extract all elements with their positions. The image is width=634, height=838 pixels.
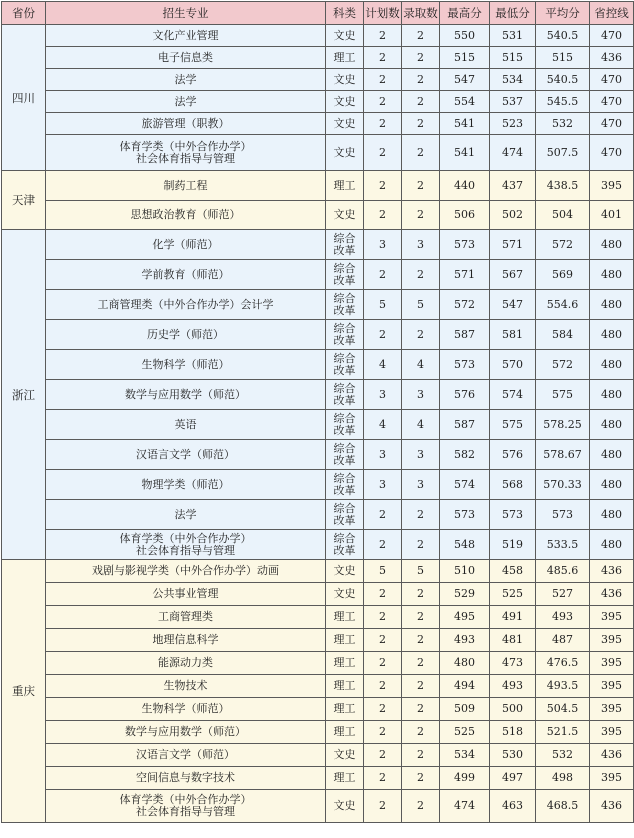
- avg-score-cell: 572: [536, 350, 590, 380]
- min-score-cell: 576: [490, 440, 536, 470]
- avg-score-cell: 532: [536, 113, 590, 135]
- control-line-cell: 395: [590, 606, 634, 629]
- max-score-cell: 506: [440, 201, 490, 230]
- category-cell: 文史: [326, 25, 364, 47]
- control-line-cell: 480: [590, 260, 634, 290]
- admitted-count-cell: 2: [402, 629, 440, 652]
- plan-count-cell: 3: [364, 380, 402, 410]
- category-cell: 文史: [326, 135, 364, 171]
- admitted-count-cell: 2: [402, 606, 440, 629]
- major-cell: 思想政治教育（师范）: [46, 201, 326, 230]
- province-cell: 天津: [2, 171, 46, 230]
- control-line-cell: 480: [590, 320, 634, 350]
- plan-count-cell: 2: [364, 47, 402, 69]
- avg-score-cell: 584: [536, 320, 590, 350]
- table-row: [2, 721, 634, 744]
- min-score-cell: 481: [490, 629, 536, 652]
- plan-count-cell: 2: [364, 629, 402, 652]
- major-cell: 生物技术: [46, 675, 326, 698]
- min-score-cell: 534: [490, 69, 536, 91]
- admitted-count-cell: 4: [402, 410, 440, 440]
- avg-score-cell: 493: [536, 606, 590, 629]
- avg-score-cell: 515: [536, 47, 590, 69]
- admitted-count-cell: 2: [402, 721, 440, 744]
- min-score-cell: 531: [490, 25, 536, 47]
- admitted-count-cell: 2: [402, 530, 440, 560]
- category-cell: 理工: [326, 47, 364, 69]
- admitted-count-cell: 5: [402, 290, 440, 320]
- major-cell: 空间信息与数字技术: [46, 767, 326, 790]
- control-line-cell: 480: [590, 500, 634, 530]
- table-row: [2, 91, 634, 113]
- major-cell: 汉语言文学（师范）: [46, 744, 326, 767]
- plan-count-cell: 2: [364, 135, 402, 171]
- control-line-cell: 480: [590, 350, 634, 380]
- plan-count-cell: 4: [364, 350, 402, 380]
- control-line-cell: 480: [590, 470, 634, 500]
- major-cell: 数学与应用数学（师范）: [46, 380, 326, 410]
- major-cell: 文化产业管理: [46, 25, 326, 47]
- control-line-cell: 480: [590, 290, 634, 320]
- max-score-cell: 499: [440, 767, 490, 790]
- category-cell: 综合 改革: [326, 440, 364, 470]
- table-row: [2, 380, 634, 410]
- max-score-cell: 541: [440, 113, 490, 135]
- avg-score-cell: 476.5: [536, 652, 590, 675]
- control-line-cell: 395: [590, 652, 634, 675]
- admitted-count-cell: 2: [402, 171, 440, 201]
- avg-score-cell: 532: [536, 744, 590, 767]
- table-row: [2, 290, 634, 320]
- category-cell: 理工: [326, 698, 364, 721]
- plan-count-cell: 2: [364, 201, 402, 230]
- min-score-cell: 574: [490, 380, 536, 410]
- header-row: [2, 2, 634, 25]
- min-score-cell: 530: [490, 744, 536, 767]
- table-row: [2, 560, 634, 583]
- admission-scores-table: [1, 1, 634, 823]
- table-row: [2, 744, 634, 767]
- plan-count-cell: 2: [364, 675, 402, 698]
- major-cell: 体育学类（中外合作办学） 社会体育指导与管理: [46, 790, 326, 823]
- admitted-count-cell: 2: [402, 201, 440, 230]
- admitted-count-cell: 3: [402, 440, 440, 470]
- min-score-cell: 473: [490, 652, 536, 675]
- control-line-cell: 480: [590, 230, 634, 260]
- max-score-cell: 493: [440, 629, 490, 652]
- category-cell: 理工: [326, 606, 364, 629]
- avg-score-cell: 487: [536, 629, 590, 652]
- table-row: [2, 675, 634, 698]
- category-cell: 综合 改革: [326, 500, 364, 530]
- major-cell: 历史学（师范）: [46, 320, 326, 350]
- avg-score-cell: 540.5: [536, 69, 590, 91]
- category-cell: 综合 改革: [326, 290, 364, 320]
- major-cell: 汉语言文学（师范）: [46, 440, 326, 470]
- table-row: [2, 171, 634, 201]
- table-row: [2, 47, 634, 69]
- plan-count-cell: 2: [364, 744, 402, 767]
- major-cell: 学前教育（师范）: [46, 260, 326, 290]
- min-score-cell: 567: [490, 260, 536, 290]
- category-cell: 文史: [326, 113, 364, 135]
- category-cell: 文史: [326, 790, 364, 823]
- header-major: 招生专业: [46, 2, 326, 25]
- category-cell: 理工: [326, 675, 364, 698]
- control-line-cell: 480: [590, 410, 634, 440]
- category-cell: 理工: [326, 767, 364, 790]
- control-line-cell: 470: [590, 69, 634, 91]
- avg-score-cell: 521.5: [536, 721, 590, 744]
- category-cell: 综合 改革: [326, 470, 364, 500]
- table-body: [2, 25, 634, 823]
- category-cell: 理工: [326, 171, 364, 201]
- control-line-cell: 470: [590, 113, 634, 135]
- category-cell: 综合 改革: [326, 350, 364, 380]
- category-cell: 综合 改革: [326, 320, 364, 350]
- max-score-cell: 574: [440, 470, 490, 500]
- plan-count-cell: 2: [364, 113, 402, 135]
- admitted-count-cell: 2: [402, 135, 440, 171]
- major-cell: 电子信息类: [46, 47, 326, 69]
- table-row: [2, 698, 634, 721]
- control-line-cell: 436: [590, 47, 634, 69]
- plan-count-cell: 2: [364, 583, 402, 606]
- header-admitted: 录取数: [402, 2, 440, 25]
- major-cell: 体育学类（中外合作办学） 社会体育指导与管理: [46, 135, 326, 171]
- plan-count-cell: 2: [364, 500, 402, 530]
- category-cell: 理工: [326, 629, 364, 652]
- major-cell: 体育学类（中外合作办学） 社会体育指导与管理: [46, 530, 326, 560]
- table-row: [2, 470, 634, 500]
- plan-count-cell: 2: [364, 698, 402, 721]
- max-score-cell: 582: [440, 440, 490, 470]
- control-line-cell: 395: [590, 767, 634, 790]
- admitted-count-cell: 2: [402, 790, 440, 823]
- table-row: [2, 652, 634, 675]
- plan-count-cell: 4: [364, 410, 402, 440]
- max-score-cell: 573: [440, 350, 490, 380]
- header-max-score: 最高分: [440, 2, 490, 25]
- avg-score-cell: 504: [536, 201, 590, 230]
- avg-score-cell: 533.5: [536, 530, 590, 560]
- table-row: [2, 69, 634, 91]
- category-cell: 综合 改革: [326, 530, 364, 560]
- major-cell: 工商管理类: [46, 606, 326, 629]
- min-score-cell: 570: [490, 350, 536, 380]
- avg-score-cell: 540.5: [536, 25, 590, 47]
- major-cell: 物理学类（师范）: [46, 470, 326, 500]
- table-row: [2, 767, 634, 790]
- max-score-cell: 573: [440, 500, 490, 530]
- table-row: [2, 410, 634, 440]
- plan-count-cell: 2: [364, 652, 402, 675]
- header-min-score: 最低分: [490, 2, 536, 25]
- major-cell: 旅游管理（职教）: [46, 113, 326, 135]
- plan-count-cell: 2: [364, 91, 402, 113]
- max-score-cell: 571: [440, 260, 490, 290]
- avg-score-cell: 498: [536, 767, 590, 790]
- header-plan: 计划数: [364, 2, 402, 25]
- max-score-cell: 529: [440, 583, 490, 606]
- max-score-cell: 554: [440, 91, 490, 113]
- max-score-cell: 576: [440, 380, 490, 410]
- table-row: [2, 606, 634, 629]
- avg-score-cell: 468.5: [536, 790, 590, 823]
- table-row: [2, 350, 634, 380]
- avg-score-cell: 527: [536, 583, 590, 606]
- table-row: [2, 500, 634, 530]
- avg-score-cell: 554.6: [536, 290, 590, 320]
- min-score-cell: 571: [490, 230, 536, 260]
- min-score-cell: 519: [490, 530, 536, 560]
- admitted-count-cell: 2: [402, 744, 440, 767]
- category-cell: 文史: [326, 583, 364, 606]
- admitted-count-cell: 4: [402, 350, 440, 380]
- plan-count-cell: 5: [364, 290, 402, 320]
- table-row: [2, 25, 634, 47]
- admitted-count-cell: 2: [402, 69, 440, 91]
- plan-count-cell: 3: [364, 470, 402, 500]
- plan-count-cell: 3: [364, 440, 402, 470]
- category-cell: 综合 改革: [326, 380, 364, 410]
- min-score-cell: 547: [490, 290, 536, 320]
- table-row: [2, 320, 634, 350]
- plan-count-cell: 2: [364, 25, 402, 47]
- admitted-count-cell: 3: [402, 230, 440, 260]
- control-line-cell: 480: [590, 380, 634, 410]
- max-score-cell: 587: [440, 320, 490, 350]
- major-cell: 公共事业管理: [46, 583, 326, 606]
- major-cell: 法学: [46, 69, 326, 91]
- header-avg-score: 平均分: [536, 2, 590, 25]
- min-score-cell: 493: [490, 675, 536, 698]
- table-row: [2, 440, 634, 470]
- min-score-cell: 500: [490, 698, 536, 721]
- category-cell: 文史: [326, 201, 364, 230]
- category-cell: 文史: [326, 91, 364, 113]
- min-score-cell: 537: [490, 91, 536, 113]
- max-score-cell: 495: [440, 606, 490, 629]
- min-score-cell: 474: [490, 135, 536, 171]
- category-cell: 综合 改革: [326, 230, 364, 260]
- table-row: [2, 583, 634, 606]
- table-row: [2, 135, 634, 171]
- major-cell: 戏剧与影视学类（中外合作办学）动画: [46, 560, 326, 583]
- plan-count-cell: 2: [364, 767, 402, 790]
- admitted-count-cell: 3: [402, 380, 440, 410]
- max-score-cell: 547: [440, 69, 490, 91]
- min-score-cell: 575: [490, 410, 536, 440]
- max-score-cell: 548: [440, 530, 490, 560]
- control-line-cell: 395: [590, 171, 634, 201]
- plan-count-cell: 2: [364, 606, 402, 629]
- admitted-count-cell: 2: [402, 260, 440, 290]
- header-province: 省份: [2, 2, 46, 25]
- plan-count-cell: 2: [364, 790, 402, 823]
- avg-score-cell: 507.5: [536, 135, 590, 171]
- avg-score-cell: 575: [536, 380, 590, 410]
- admitted-count-cell: 2: [402, 91, 440, 113]
- max-score-cell: 494: [440, 675, 490, 698]
- category-cell: 综合 改革: [326, 410, 364, 440]
- plan-count-cell: 2: [364, 69, 402, 91]
- header-category: 科类: [326, 2, 364, 25]
- plan-count-cell: 5: [364, 560, 402, 583]
- category-cell: 理工: [326, 652, 364, 675]
- admitted-count-cell: 2: [402, 47, 440, 69]
- plan-count-cell: 2: [364, 320, 402, 350]
- min-score-cell: 523: [490, 113, 536, 135]
- control-line-cell: 436: [590, 790, 634, 823]
- min-score-cell: 581: [490, 320, 536, 350]
- control-line-cell: 395: [590, 629, 634, 652]
- control-line-cell: 436: [590, 560, 634, 583]
- major-cell: 生物科学（师范）: [46, 698, 326, 721]
- province-cell: 四川: [2, 25, 46, 171]
- max-score-cell: 510: [440, 560, 490, 583]
- control-line-cell: 436: [590, 744, 634, 767]
- admitted-count-cell: 3: [402, 470, 440, 500]
- max-score-cell: 525: [440, 721, 490, 744]
- max-score-cell: 573: [440, 230, 490, 260]
- table-row: [2, 230, 634, 260]
- max-score-cell: 541: [440, 135, 490, 171]
- category-cell: 理工: [326, 721, 364, 744]
- avg-score-cell: 578.25: [536, 410, 590, 440]
- major-cell: 数学与应用数学（师范）: [46, 721, 326, 744]
- control-line-cell: 395: [590, 675, 634, 698]
- min-score-cell: 573: [490, 500, 536, 530]
- min-score-cell: 437: [490, 171, 536, 201]
- max-score-cell: 515: [440, 47, 490, 69]
- header-control-line: 省控线: [590, 2, 634, 25]
- min-score-cell: 463: [490, 790, 536, 823]
- avg-score-cell: 570.33: [536, 470, 590, 500]
- plan-count-cell: 2: [364, 530, 402, 560]
- control-line-cell: 470: [590, 91, 634, 113]
- admitted-count-cell: 2: [402, 652, 440, 675]
- avg-score-cell: 569: [536, 260, 590, 290]
- admitted-count-cell: 2: [402, 675, 440, 698]
- min-score-cell: 568: [490, 470, 536, 500]
- max-score-cell: 534: [440, 744, 490, 767]
- province-cell: 重庆: [2, 560, 46, 823]
- table-row: [2, 629, 634, 652]
- table-row: [2, 113, 634, 135]
- admitted-count-cell: 2: [402, 767, 440, 790]
- table-row: [2, 201, 634, 230]
- avg-score-cell: 504.5: [536, 698, 590, 721]
- category-cell: 综合 改革: [326, 260, 364, 290]
- min-score-cell: 525: [490, 583, 536, 606]
- min-score-cell: 515: [490, 47, 536, 69]
- control-line-cell: 401: [590, 201, 634, 230]
- province-cell: 浙江: [2, 230, 46, 560]
- plan-count-cell: 2: [364, 171, 402, 201]
- admitted-count-cell: 2: [402, 698, 440, 721]
- control-line-cell: 480: [590, 530, 634, 560]
- min-score-cell: 458: [490, 560, 536, 583]
- table-row: [2, 530, 634, 560]
- min-score-cell: 491: [490, 606, 536, 629]
- major-cell: 法学: [46, 500, 326, 530]
- min-score-cell: 502: [490, 201, 536, 230]
- max-score-cell: 509: [440, 698, 490, 721]
- major-cell: 生物科学（师范）: [46, 350, 326, 380]
- avg-score-cell: 493.5: [536, 675, 590, 698]
- table-row: [2, 260, 634, 290]
- min-score-cell: 497: [490, 767, 536, 790]
- admitted-count-cell: 2: [402, 500, 440, 530]
- major-cell: 制药工程: [46, 171, 326, 201]
- control-line-cell: 395: [590, 698, 634, 721]
- max-score-cell: 587: [440, 410, 490, 440]
- control-line-cell: 436: [590, 583, 634, 606]
- admitted-count-cell: 2: [402, 113, 440, 135]
- control-line-cell: 470: [590, 135, 634, 171]
- major-cell: 法学: [46, 91, 326, 113]
- avg-score-cell: 572: [536, 230, 590, 260]
- major-cell: 工商管理类（中外合作办学）会计学: [46, 290, 326, 320]
- avg-score-cell: 578.67: [536, 440, 590, 470]
- min-score-cell: 518: [490, 721, 536, 744]
- avg-score-cell: 485.6: [536, 560, 590, 583]
- control-line-cell: 480: [590, 440, 634, 470]
- avg-score-cell: 573: [536, 500, 590, 530]
- category-cell: 文史: [326, 744, 364, 767]
- category-cell: 文史: [326, 560, 364, 583]
- major-cell: 英语: [46, 410, 326, 440]
- category-cell: 文史: [326, 69, 364, 91]
- max-score-cell: 440: [440, 171, 490, 201]
- max-score-cell: 480: [440, 652, 490, 675]
- major-cell: 地理信息科学: [46, 629, 326, 652]
- plan-count-cell: 3: [364, 230, 402, 260]
- major-cell: 能源动力类: [46, 652, 326, 675]
- admitted-count-cell: 2: [402, 25, 440, 47]
- plan-count-cell: 2: [364, 721, 402, 744]
- plan-count-cell: 2: [364, 260, 402, 290]
- max-score-cell: 572: [440, 290, 490, 320]
- control-line-cell: 395: [590, 721, 634, 744]
- admitted-count-cell: 5: [402, 560, 440, 583]
- avg-score-cell: 545.5: [536, 91, 590, 113]
- admitted-count-cell: 2: [402, 320, 440, 350]
- major-cell: 化学（师范）: [46, 230, 326, 260]
- max-score-cell: 550: [440, 25, 490, 47]
- control-line-cell: 470: [590, 25, 634, 47]
- table-row: [2, 790, 634, 823]
- admitted-count-cell: 2: [402, 583, 440, 606]
- max-score-cell: 474: [440, 790, 490, 823]
- avg-score-cell: 438.5: [536, 171, 590, 201]
